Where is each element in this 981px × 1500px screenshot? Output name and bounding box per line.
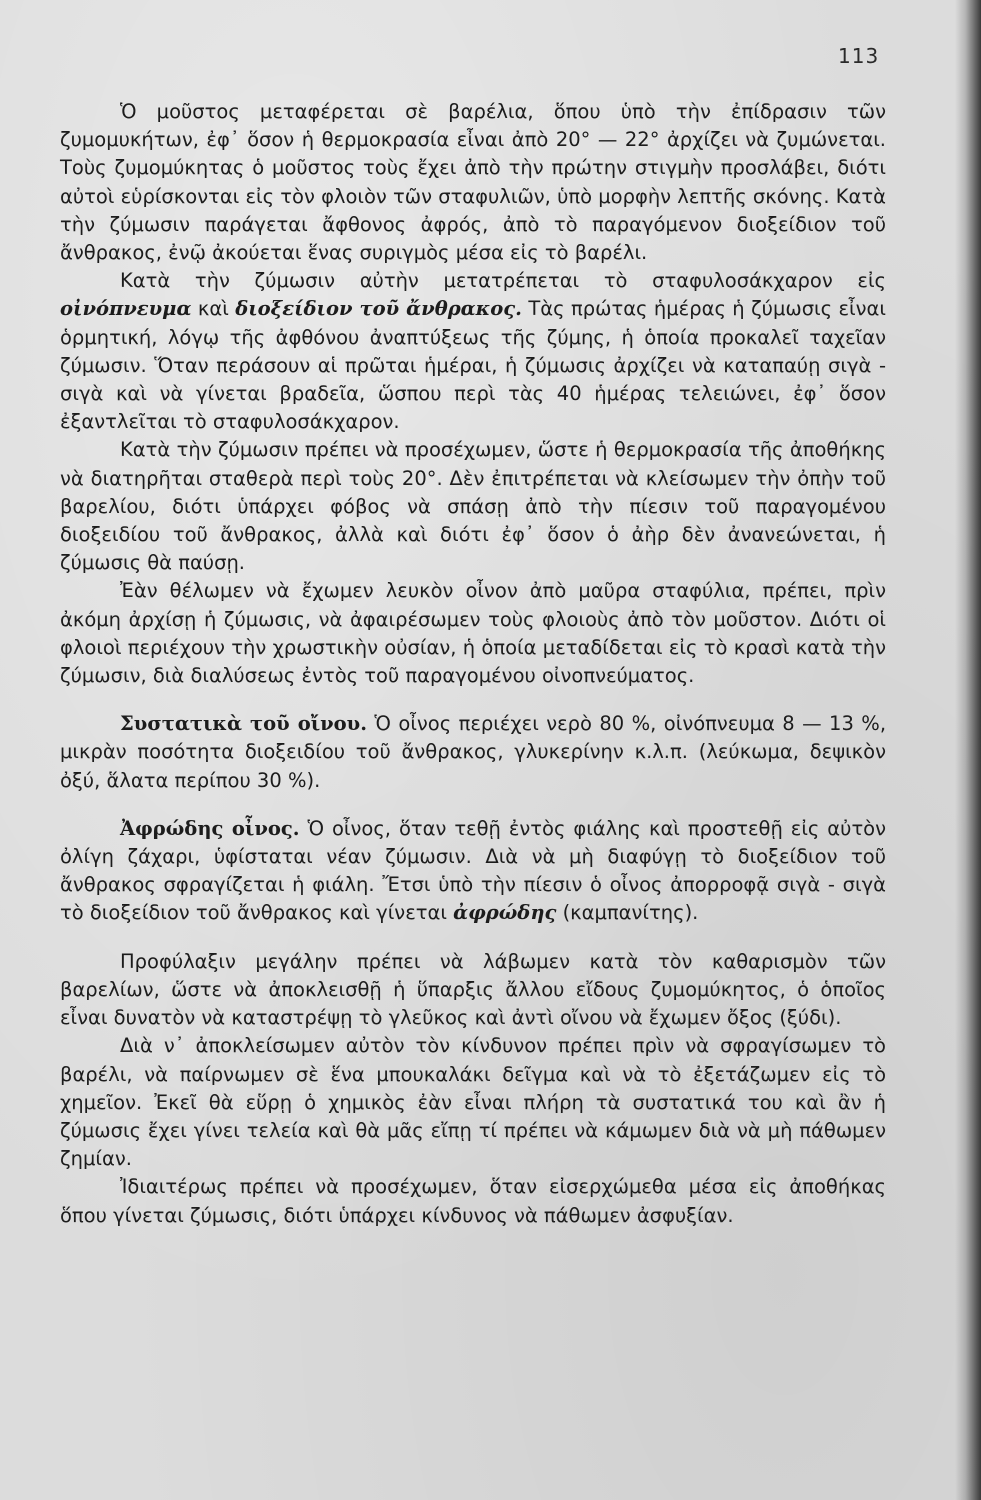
paragraph-p3: [60, 436, 886, 577]
page-edge-shadow: [955, 0, 981, 1500]
text-run: Ὁ μοῦστος μεταφέρεται σὲ βαρέλια, ὅπου ὑπὸ τὴν ἐπίδρασιν τῶν ζυμομυκήτων, ἐφ᾽ ὅσον ἡ θερμοκρασία εἶναι ἀπὸ 20° — 22° ἀρχίζει νὰ ζυμώνεται. Τοὺς ζυμομύκητας ὁ μοῦστος τοὺς ἔχει ἀπὸ τὴν πρώτην στιγμὴν προσλάβει, διότι αὐτοὶ εὑρίσκονται εἰς τὸν φλοιὸν τῶν σταφυλιῶν, ὑπὸ μορφὴν λεπτῆς σκόνης. Κατὰ τὴν ζύμωσιν παράγεται ἄφθονος ἀφρός, ἀπὸ τὸ παραγόμενον διοξείδιον τοῦ ἄνθρακος, ἐνῷ ἀκούεται ἕνας συριγμὸς μέσα εἰς τὸ βαρέλι.: [60, 100, 886, 265]
page-body-text: [60, 98, 886, 1230]
paragraph-p9: [60, 1173, 886, 1229]
text-run: Ὁ οἶνος, ὅταν τεθῇ ἐντὸς φιάλης καὶ προστεθῇ εἰς αὐτὸν ὀλίγη ζάχαρι, ὑφίσταται νέαν ζύμωσιν. Διὰ νὰ μὴ διαφύγῃ τὸ διοξείδιον τοῦ ἄνθρακος σφραγίζεται ἡ φιάλη. Ἔτσι ὑπὸ τὴν πίεσιν ὁ οἶνος ἀπορροφᾷ σιγὰ - σιγὰ τὸ διοξείδιον τοῦ ἄνθρακος καὶ γίνεται: [60, 816, 887, 925]
text-run: Κατὰ τὴν ζύμωσιν πρέπει νὰ προσέχωμεν, ὥστε ἡ θερμοκρασία τῆς ἀποθήκης νὰ διατηρῆται σταθερὰ περὶ τοὺς 20°. Δὲν ἐπιτρέπεται νὰ κλείσωμεν τὴν ὀπὴν τοῦ βαρελίου, διότι ὑπάρχει φόβος νὰ σπάσῃ ἀπὸ τὴν πίεσιν τοῦ παραγομένου διοξειδίου τοῦ ἄνθρακος, ἀλλὰ καὶ διότι ἐφ᾽ ὅσον ὁ ἀὴρ δὲν ἀνανεώνεται, ἡ ζύμωσις θὰ παύσῃ.: [60, 438, 886, 575]
paragraph-p5: [60, 710, 886, 795]
text-run: Διὰ ν᾽ ἀποκλείσωμεν αὐτὸν τὸν κίνδυνον πρέπει πρὶν νὰ σφραγίσωμεν τὸ βαρέλι, νὰ παίρνωμεν σὲ ἕνα μπουκαλάκι δεῖγμα καὶ νὰ τὸ ἐξετάζωμεν εἰς τὸ χημεῖον. Ἐκεῖ θὰ εὕρῃ ὁ χημικὸς ἐὰν εἶναι πλήρη τὰ συστατικά του καὶ ἂν ἡ ζύμωσις ἔχει γίνει τελεία καὶ θὰ μᾶς εἴπῃ τί πρέπει νὰ κάμωμεν διὰ νὰ μὴ πάθωμεν ζημίαν.: [60, 1034, 886, 1171]
emphasized-term: οἰνόπνευμα: [60, 297, 192, 321]
text-run: Ὁ οἶνος περιέχει νερὸ 80 %, οἰνόπνευμα 8 — 13 %, μικρὰν ποσότητα διοξειδίου τοῦ ἄνθρακος, γλυκερίνην κ.λ.π. (λεύκωμα, δεψικὸν ὀξύ, ἅλατα περίπου 30 %).: [60, 712, 887, 792]
section-heading: Συστατικὰ τοῦ οἴνου.: [120, 712, 367, 736]
text-run: (καμπανίτης).: [556, 901, 699, 925]
paragraph-p7: [60, 948, 886, 1033]
emphasized-term: ἀφρώδης: [453, 901, 557, 925]
paragraph-p1: [60, 98, 886, 267]
text-run: καὶ: [191, 297, 236, 321]
page-number: 113: [838, 44, 880, 68]
text-run: Ἐὰν θέλωμεν νὰ ἔχωμεν λευκὸν οἶνον ἀπὸ μαῦρα σταφύλια, πρέπει, πρὶν ἀκόμη ἀρχίσῃ ἡ ζύμωσις, νὰ ἀφαιρέσωμεν τοὺς φλοιοὺς ἀπὸ τὸν μοῦστον. Διότι οἱ φλοιοὶ περιέχουν τὴν χρωστικὴν οὐσίαν, ἡ ὁποία μεταδίδεται εἰς τὸ κρασὶ κατὰ τὴν ζύμωσιν, διὰ διαλύσεως ἐντὸς τοῦ παραγομένου οἰνοπνεύματος.: [60, 579, 886, 688]
paragraph-p4: [60, 577, 886, 690]
section-heading: Ἀφρώδης οἶνος.: [120, 816, 300, 840]
text-run: Τὰς πρώτας ἡμέρας ἡ ζύμωσις εἶναι ὁρμητική, λόγῳ τῆς ἀφθόνου ἀναπτύξεως τῆς ζύμης, ἡ ὁποία προκαλεῖ ταχεῖαν ζύμωσιν. Ὅταν περάσουν αἱ πρῶται ἡμέραι, ἡ ζύμωσις ἀρχίζει νὰ καταπαύῃ σιγὰ - σιγὰ καὶ νὰ γίνεται βραδεῖα, ὥσπου περὶ τὰς 40 ἡμέρας τελειώνει, ἐφ᾽ ὅσον ἐξαντλεῖται τὸ σταφυλοσάκχαρον.: [60, 297, 886, 434]
paragraph-p2: [60, 267, 886, 436]
text-run: Κατὰ τὴν ζύμωσιν αὐτὴν μετατρέπεται τὸ σταφυλοσάκχαρον εἰς: [120, 269, 886, 293]
text-run: Ἰδιαιτέρως πρέπει νὰ προσέχωμεν, ὅταν εἰσερχώμεθα μέσα εἰς ἀποθήκας ὅπου γίνεται ζύμωσις, διότι ὑπάρχει κίνδυνος νὰ πάθωμεν ἀσφυξίαν.: [60, 1175, 886, 1227]
paragraph-p6: [60, 815, 886, 928]
paragraph-p8: [60, 1032, 886, 1173]
text-run: Προφύλαξιν μεγάλην πρέπει νὰ λάβωμεν κατὰ τὸν καθαρισμὸν τῶν βαρελίων, ὥστε νὰ ἀποκλεισθῇ ἡ ὕπαρξις ἄλλου εἴδους ζυμομύκητος, ὁ ὁποῖος εἶναι δυνατὸν νὰ καταστρέψῃ τὸ γλεῦκος καὶ ἀντὶ οἴνου νὰ ἔχωμεν ὄξος (ξύδι).: [60, 949, 886, 1030]
emphasized-term: διοξείδιον τοῦ ἄνθρακος.: [235, 297, 522, 321]
